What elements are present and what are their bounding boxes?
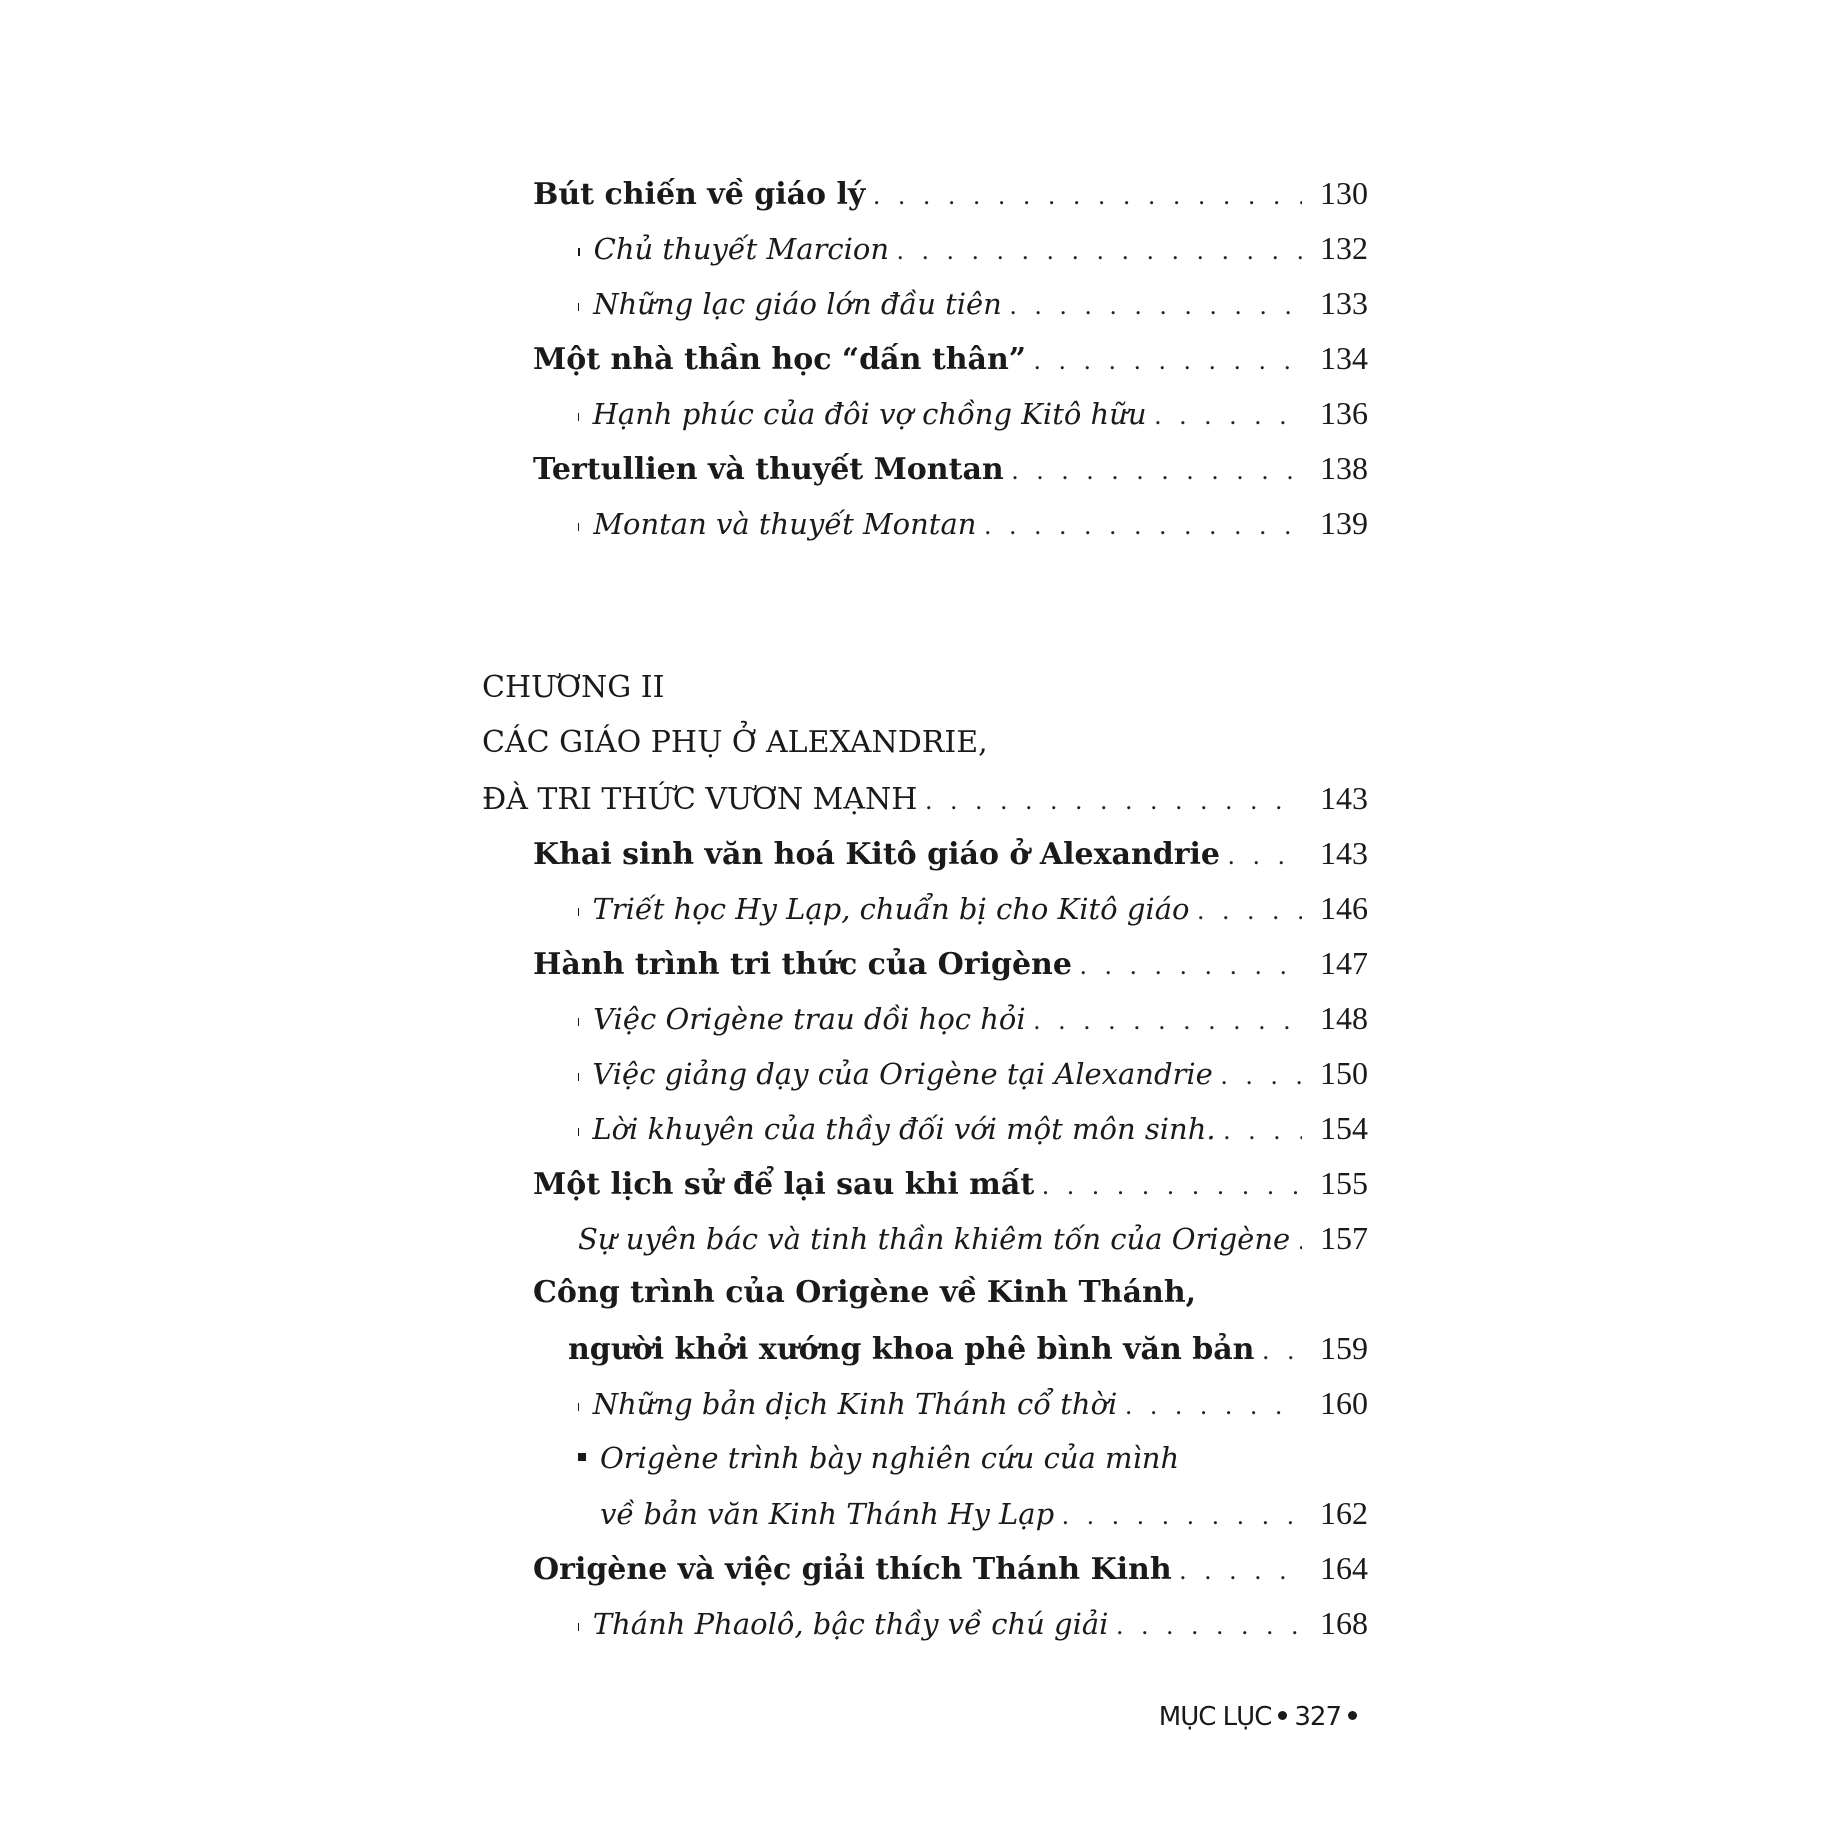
toc-entry[interactable] bbox=[533, 939, 1368, 987]
bullet-icon bbox=[578, 1403, 579, 1411]
toc-entry[interactable] bbox=[533, 1159, 1368, 1207]
toc-subentry[interactable] bbox=[578, 1379, 1368, 1427]
toc-entry[interactable] bbox=[533, 169, 1368, 217]
toc-entry-title: Chủ thuyết Marcion bbox=[593, 232, 890, 266]
toc-page-number: 146 bbox=[1320, 890, 1368, 926]
toc-entry[interactable] bbox=[533, 1544, 1368, 1592]
toc-subentry[interactable] bbox=[578, 224, 1368, 272]
dot-leader bbox=[1042, 1162, 1302, 1210]
chapter-title-line1: CÁC GIÁO PHỤ Ở ALEXANDRIE, bbox=[482, 725, 988, 760]
bullet-icon bbox=[578, 413, 579, 421]
toc-page-number: 143 bbox=[1320, 780, 1368, 816]
bullet-icon bbox=[578, 1453, 586, 1461]
toc-entry-title: Lời khuyên của thầy đối với một môn sinh. bbox=[592, 1112, 1216, 1146]
chapter-title-line2: ĐÀ TRI THỨC VƯƠN MẠNH bbox=[482, 782, 918, 817]
dot-leader bbox=[1221, 1052, 1302, 1100]
dot-leader bbox=[1116, 1602, 1302, 1650]
chapter-label: CHƯƠNG II bbox=[482, 670, 665, 705]
toc-subentry[interactable] bbox=[578, 884, 1368, 932]
toc-subentry[interactable] bbox=[578, 279, 1368, 327]
toc-page-number: 154 bbox=[1320, 1110, 1368, 1146]
footer-label: MỤC LỤC bbox=[1158, 1702, 1272, 1732]
toc-entry-title: Những bản dịch Kinh Thánh cổ thời bbox=[592, 1387, 1118, 1421]
toc-page-number: 150 bbox=[1320, 1055, 1368, 1091]
toc-page-number: 148 bbox=[1320, 1000, 1368, 1036]
bullet-icon bbox=[578, 303, 579, 311]
toc-subentry[interactable] bbox=[578, 994, 1368, 1042]
footer-page-number: 327 bbox=[1294, 1702, 1341, 1732]
toc-page-number: 168 bbox=[1320, 1605, 1368, 1641]
toc-entry[interactable] bbox=[533, 829, 1368, 877]
toc-subentry[interactable] bbox=[578, 1049, 1368, 1097]
toc-page-number: 138 bbox=[1320, 450, 1368, 486]
toc-entry-title: Một nhà thần học “dấn thân” bbox=[533, 342, 1027, 377]
toc-page-number: 136 bbox=[1320, 395, 1368, 431]
toc-entry-title: Những lạc giáo lớn đầu tiên bbox=[593, 287, 1002, 321]
toc-entry-title: Origène trình bày nghiên cứu của mình bbox=[600, 1441, 1180, 1475]
dot-leader bbox=[1034, 997, 1302, 1045]
dot-leader bbox=[925, 777, 1302, 825]
toc-page-number: 162 bbox=[1320, 1495, 1368, 1531]
toc-page-number: 132 bbox=[1320, 230, 1368, 266]
dot-leader bbox=[984, 502, 1302, 550]
toc-subentry[interactable] bbox=[578, 499, 1368, 547]
toc-subentry[interactable] bbox=[578, 1104, 1368, 1152]
toc-entry-title: Origène và việc giải thích Thánh Kinh bbox=[533, 1552, 1172, 1587]
bullet-icon bbox=[578, 1018, 579, 1026]
dot-leader bbox=[1080, 942, 1302, 990]
toc-entry-title: Hạnh phúc của đôi vợ chồng Kitô hữu bbox=[592, 397, 1147, 431]
toc-entry[interactable] bbox=[533, 444, 1368, 492]
toc-entry-title-line2: người khởi xướng khoa phê bình văn bản bbox=[568, 1332, 1255, 1367]
dot-separator-icon bbox=[1348, 1711, 1357, 1720]
toc-entry-title-line1[interactable]: Công trình của Origène về Kinh Thánh, bbox=[533, 1275, 1197, 1310]
toc-page-number: 139 bbox=[1320, 505, 1368, 541]
toc-page-number: 134 bbox=[1320, 340, 1368, 376]
dot-leader bbox=[1062, 1492, 1302, 1540]
bullet-icon bbox=[578, 248, 580, 256]
toc-entry-title: Tertullien và thuyết Montan bbox=[533, 452, 1004, 487]
page-footer bbox=[1159, 1702, 1364, 1732]
toc-page-number: 164 bbox=[1320, 1550, 1368, 1586]
toc-entry-title: Việc giảng dạy của Origène tại Alexandrie bbox=[592, 1057, 1213, 1091]
dot-leader bbox=[1298, 1217, 1302, 1265]
toc-entry[interactable] bbox=[533, 334, 1368, 382]
toc-subentry[interactable] bbox=[600, 1489, 1368, 1537]
dot-leader bbox=[1010, 282, 1302, 330]
toc-entry-title: Sự uyên bác và tinh thần khiêm tốn của Origène bbox=[578, 1222, 1291, 1256]
toc-entry-title: Thánh Phaolô, bậc thầy về chú giải bbox=[592, 1607, 1109, 1641]
toc-entry[interactable] bbox=[568, 1324, 1368, 1372]
toc-entry-title: Bút chiến về giáo lý bbox=[533, 177, 866, 212]
toc-page-number: 160 bbox=[1320, 1385, 1368, 1421]
chapter-title-row[interactable] bbox=[482, 774, 1368, 822]
toc-entry-title-line2: về bản văn Kinh Thánh Hy Lạp bbox=[600, 1497, 1055, 1531]
dot-leader bbox=[873, 172, 1302, 220]
bullet-icon bbox=[578, 1623, 579, 1631]
toc-subentry[interactable] bbox=[578, 1214, 1368, 1262]
dot-leader bbox=[1224, 1107, 1302, 1155]
toc-subentry[interactable] bbox=[578, 389, 1368, 437]
toc-entry-title: Khai sinh văn hoá Kitô giáo ở Alexandrie bbox=[533, 837, 1221, 872]
toc-page-number: 130 bbox=[1320, 175, 1368, 211]
toc-subentry-title-line1[interactable] bbox=[578, 1434, 1179, 1482]
dot-leader bbox=[1197, 887, 1302, 935]
toc-page-number: 155 bbox=[1320, 1165, 1368, 1201]
dot-leader bbox=[1180, 1547, 1302, 1595]
dot-leader bbox=[1155, 392, 1302, 440]
dot-leader bbox=[1034, 337, 1302, 385]
dot-leader bbox=[1125, 1382, 1302, 1430]
toc-entry-title: Hành trình tri thức của Origène bbox=[533, 947, 1072, 982]
toc-entry-title: Việc Origène trau dồi học hỏi bbox=[593, 1002, 1026, 1036]
dot-leader bbox=[1228, 832, 1302, 880]
dot-leader bbox=[897, 227, 1302, 275]
dot-leader bbox=[1262, 1327, 1302, 1375]
toc-page-number: 157 bbox=[1320, 1220, 1368, 1256]
toc-entry-title: Một lịch sử để lại sau khi mất bbox=[533, 1167, 1035, 1202]
toc-entry-title: Montan và thuyết Montan bbox=[593, 507, 977, 541]
toc-page-number: 159 bbox=[1320, 1330, 1368, 1366]
dot-separator-icon bbox=[1278, 1711, 1287, 1720]
toc-page-number: 147 bbox=[1320, 945, 1368, 981]
dot-leader bbox=[1012, 447, 1302, 495]
toc-subentry[interactable] bbox=[578, 1599, 1368, 1647]
bullet-icon bbox=[578, 523, 579, 531]
toc-page-number: 133 bbox=[1320, 285, 1368, 321]
toc-entry-title: Triết học Hy Lạp, chuẩn bị cho Kitô giáo bbox=[592, 892, 1190, 926]
toc-page-number: 143 bbox=[1320, 835, 1368, 871]
